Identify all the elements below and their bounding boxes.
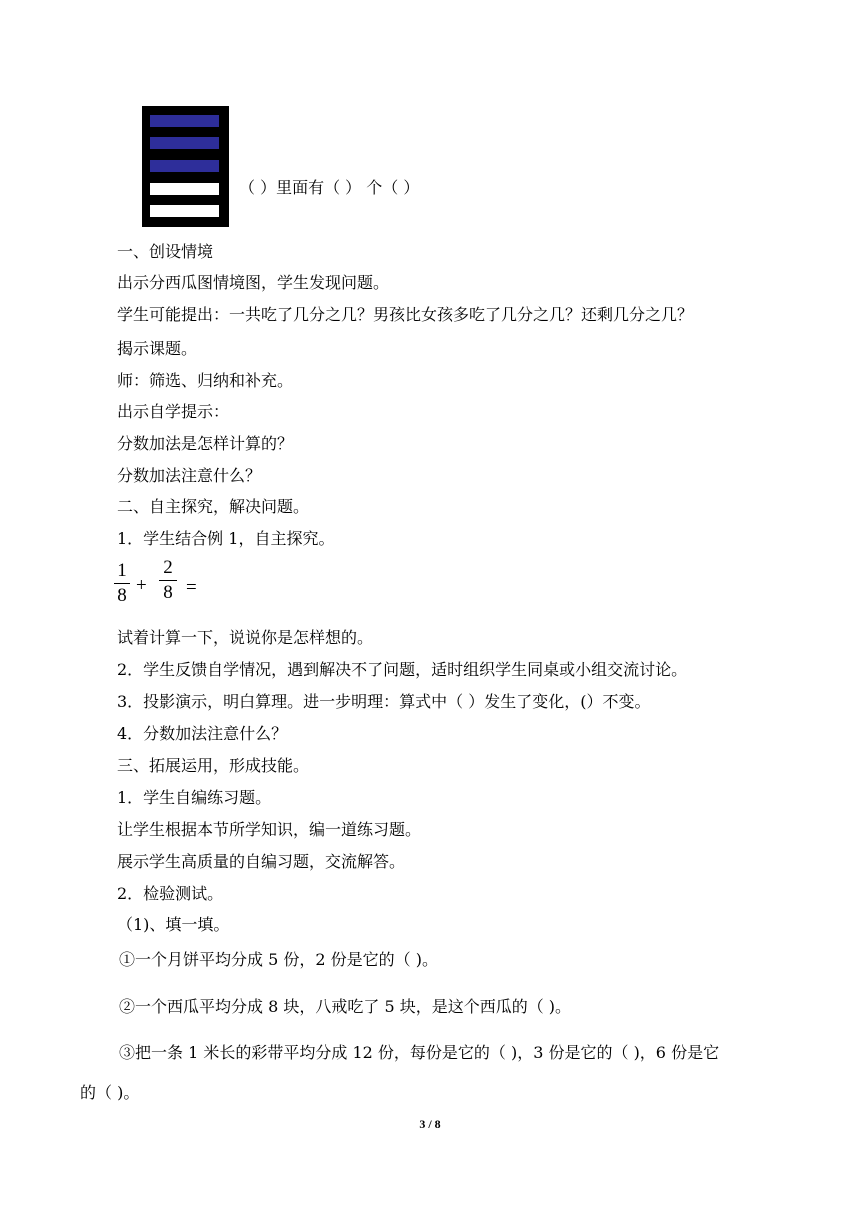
section-heading-3: 三、拓展运用，形成技能。	[117, 756, 310, 775]
plus-sign: +	[136, 575, 147, 596]
figure-caption: （ ）里面有（ ） 个（ ）	[239, 178, 420, 197]
exercise-item-2: ②一个西瓜平均分成 8 块，八戒吃了 5 块，是这个西瓜的（ )。	[119, 997, 572, 1016]
filled-bar-segment	[150, 137, 219, 149]
exercise-item-3: ③把一条 1 米长的彩带平均分成 12 份，每份是它的（ )，3 份是它的（ )，6 份是它	[119, 1043, 720, 1062]
fraction-2-numerator: 2	[163, 557, 173, 578]
text-line: 出示自学提示：	[117, 402, 230, 421]
text-line: 1．学生结合例 1，自主探究。	[117, 529, 335, 548]
text-line: （1)、填一填。	[117, 915, 230, 934]
text-line: 分数加法是怎样计算的？	[117, 434, 294, 453]
text-line: 学生可能提出：一共吃了几分之几？男孩比女孩多吃了几分之几？还剩几分之几？	[117, 305, 694, 324]
section-heading-1: 一、创设情境	[117, 242, 214, 261]
text-line: 出示分西瓜图情境图，学生发现问题。	[117, 273, 390, 292]
section-heading-2: 二、自主探究，解决问题。	[117, 497, 310, 516]
text-line: 1．学生自编练习题。	[117, 788, 272, 807]
equals-sign: =	[186, 577, 197, 598]
fraction-2-denominator: 8	[163, 582, 173, 603]
fraction-1-denominator: 8	[117, 585, 127, 606]
empty-bar-segment	[150, 183, 219, 195]
fraction-bar-figure	[142, 106, 229, 227]
exercise-item-3-continued: 的（ )。	[80, 1083, 140, 1102]
fraction-2	[159, 558, 177, 603]
fraction-1-numerator: 1	[117, 560, 127, 581]
fraction-1-line	[114, 583, 130, 584]
text-line: 2．检验测试。	[117, 884, 224, 903]
text-line: 展示学生高质量的自编习题，交流解答。	[117, 852, 406, 871]
text-line: 师：筛选、归纳和补充。	[117, 371, 294, 390]
filled-bar-segment	[150, 160, 219, 172]
page-number: 3 / 8	[419, 1117, 441, 1131]
empty-bar-segment	[150, 205, 219, 217]
text-line: 2．学生反馈自学情况，遇到解决不了问题，适时组织学生同桌或小组交流讨论。	[117, 660, 688, 679]
fraction-2-line	[159, 580, 177, 581]
fraction-1	[114, 561, 130, 606]
exercise-item-1: ①一个月饼平均分成 5 份，2 份是它的（ )。	[119, 950, 438, 969]
filled-bar-segment	[150, 115, 219, 127]
text-line: 分数加法注意什么？	[117, 466, 262, 485]
text-line: 4．分数加法注意什么？	[117, 724, 288, 743]
text-line: 3．投影演示，明白算理。进一步明理：算式中（ ）发生了变化，(）不变。	[117, 692, 651, 711]
text-line: 让学生根据本节所学知识，编一道练习题。	[117, 820, 422, 839]
text-line: 揭示课题。	[117, 339, 198, 358]
text-line: 试着计算一下，说说你是怎样想的。	[117, 628, 374, 647]
